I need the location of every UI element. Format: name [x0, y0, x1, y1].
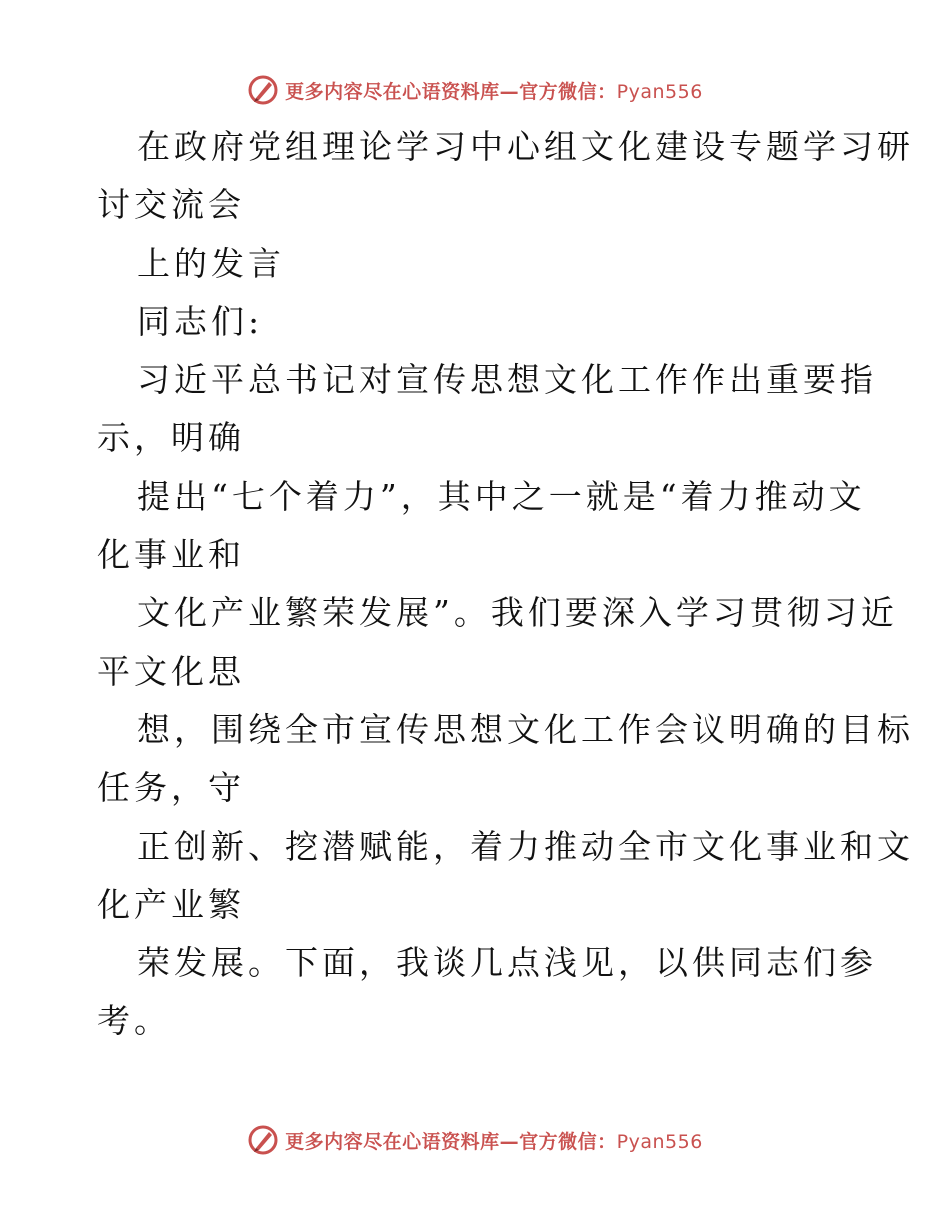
document-line: 讨交流会 [97, 185, 245, 225]
document-line: 荣发展。下面，我谈几点浅见，以供同志们参 [137, 943, 877, 983]
document-line: 平文化思 [97, 651, 245, 691]
document-line: 化事业和 [97, 535, 245, 575]
document-line: 正创新、挖潜赋能，着力推动全市文化事业和文 [137, 826, 914, 866]
quill-pen-logo-icon [247, 1124, 279, 1156]
watermark-text-cn: 更多内容尽在心语资料库—官方微信： [285, 1130, 617, 1153]
watermark-text-cn: 更多内容尽在心语资料库—官方微信： [285, 80, 617, 103]
quill-pen-logo-icon [247, 74, 279, 106]
document-body [97, 118, 914, 1051]
document-line: 文化产业繁荣发展”。我们要深入学习贯彻习近 [137, 593, 898, 633]
document-line: 示，明确 [97, 418, 245, 458]
header-watermark [0, 70, 950, 110]
watermark-text [285, 1127, 703, 1154]
document-line: 化产业繁 [97, 884, 245, 924]
watermark-text-id: Pyan556 [616, 1130, 703, 1153]
document-line: 上的发言 [137, 243, 285, 283]
document-line: 提出“七个着力”，其中之一就是“着力推动文 [137, 476, 866, 516]
document-line: 同志们: [137, 301, 264, 341]
document-line: 在政府党组理论学习中心组文化建设专题学习研 [137, 127, 914, 166]
document-line: 任务，守 [97, 768, 245, 808]
watermark-text-id: Pyan556 [616, 80, 703, 103]
document-line: 习近平总书记对宣传思想文化工作作出重要指 [137, 360, 877, 400]
watermark-text [285, 77, 703, 104]
document-line: 考。 [97, 1001, 171, 1041]
document-line: 想，围绕全市宣传思想文化工作会议明确的目标 [137, 709, 914, 749]
footer-watermark [0, 1120, 950, 1160]
